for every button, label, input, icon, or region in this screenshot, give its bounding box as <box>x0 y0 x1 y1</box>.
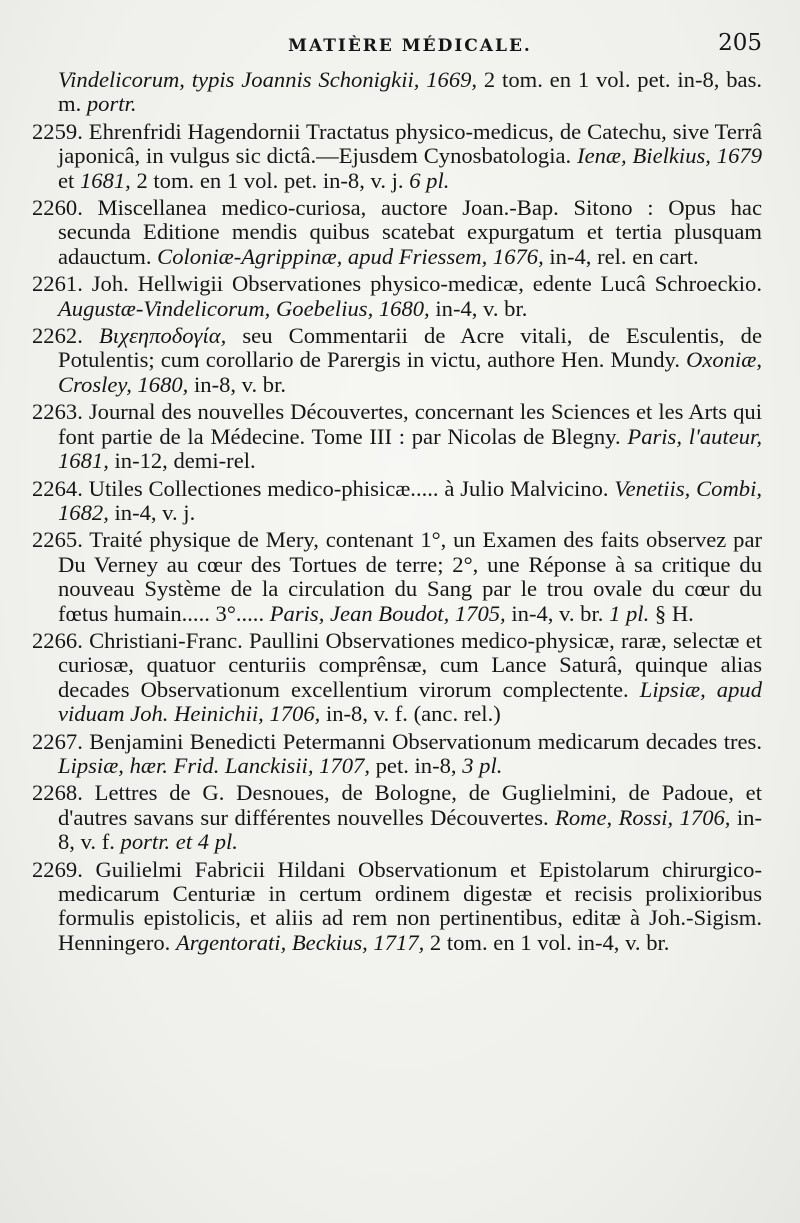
entry-text: seu Commentarii de Acre vitali, de Esculentis, de Potulentis; cum corollario de Parergis in victu, authore Hen. Mundy. <box>58 323 762 373</box>
entry-text: Traité physique de Mery, contenant 1°, un Examen des faits observez par Du Verney au cœur des Tortues de terre; 2°, une Réponse à sa critique du nouveau Système de la circulation du Sang par le trou ovale du cœur du fœtus humain..... 3°..... <box>58 527 762 626</box>
entry-text: § H. <box>649 600 694 626</box>
catalogue-entries <box>32 67 763 955</box>
imprint-text: Ienæ, Bielkius, 1679 <box>577 143 762 169</box>
imprint-text: portr. <box>86 91 137 117</box>
entry-text: in-8, v. f. (anc. rel.) <box>320 701 501 727</box>
entry-text: Guilielmi Fabricii Hildani Observationum et Epistolarum chirurgico-medicarum Centuriæ in certum ordinem digestæ et recisis prolixioribus formulis epistolicis, et aliis ad rem non pertinentibus, editæ à Joh.-Sigism. Henningero. <box>58 856 762 955</box>
entry-text: 2 tom. en 1 vol. pet. in-8, bas. m. <box>58 67 763 117</box>
imprint-text: Lipsiæ, apud viduam Joh. Heinichii, 1706, <box>58 676 762 727</box>
entry-number: 2265. <box>32 527 83 553</box>
imprint-text: portr. et 4 pl. <box>120 829 238 855</box>
entry-number: 2267. <box>32 728 83 754</box>
imprint-text: Rome, Rossi, 1706, <box>555 804 731 830</box>
entry-text: in-4, v. br. <box>429 295 528 321</box>
entry-text: et <box>58 167 80 193</box>
entry-number: 2260. <box>32 195 83 221</box>
catalogue-entry <box>32 627 762 727</box>
entry-text: Miscellanea medico-curiosa, auctore Joan.-Bap. Sitono : Opus hac secunda Editione mendis quibus scatebat expurgatum et tertia plusquam adauctum. <box>58 195 762 269</box>
entry-number: 2262. <box>32 323 83 349</box>
imprint-text: Paris, Jean Boudot, 1705, <box>269 600 506 626</box>
entry-text: Journal des nouvelles Découvertes, concernant les Sciences et les Arts qui font partie de la Médecine. Tome III : par Nicolas de Blegny. <box>58 399 762 449</box>
imprint-text: 6 pl. <box>409 167 450 193</box>
entry-text: Lettres de G. Desnoues, de Bologne, de Guglielmini, de Padoue, et d'autres savans sur différentes nouvelles Découvertes. <box>58 780 762 830</box>
catalogue-entry <box>32 271 762 321</box>
imprint-text: 3 pl. <box>462 752 503 778</box>
entry-text: 2 tom. en 1 vol. in-4, v. br. <box>424 929 670 955</box>
imprint-text: Venetiis, Combi, 1682, <box>58 475 762 525</box>
imprint-text: Βιχεηποδογία, <box>82 323 227 349</box>
imprint-text: Coloniæ-Agrippinæ, apud Friessem, 1676, <box>157 243 544 269</box>
imprint-text: Argentorati, Beckius, 1717, <box>175 929 425 955</box>
catalogue-entry <box>32 780 762 855</box>
entry-number: 2266. <box>32 627 83 653</box>
entry-text: pet. in-8, <box>369 752 463 778</box>
entry-text: in-12, demi-rel. <box>108 448 256 474</box>
imprint-text: Lipsiæ, hær. Frid. Lanckisii, 1707, <box>58 752 370 778</box>
catalogue-entry <box>32 856 762 956</box>
entry-number: 2263. <box>32 399 83 425</box>
catalogue-entry <box>32 399 762 474</box>
entry-continuation <box>58 68 762 117</box>
entry-text: in-8, v. br. <box>188 371 287 397</box>
entry-text: in-4, v. br. <box>505 600 610 626</box>
running-title: MATIÈRE MÉDICALE. <box>288 36 532 56</box>
entry-number: 2261. <box>32 271 83 297</box>
entry-text: in-4, rel. en cart. <box>543 243 699 269</box>
imprint-text: Paris, l'auteur, 1681, <box>58 423 762 474</box>
entry-number: 2264. <box>32 475 83 501</box>
entry-text: 2 tom. en 1 vol. pet. in-8, v. j. <box>130 167 410 193</box>
entry-text: Utiles Collectiones medico-phisicæ..... à Julio Malvicino. <box>82 475 615 501</box>
catalogue-entry <box>32 475 762 526</box>
entry-text: Joh. Hellwigii Observationes physico-medicæ, edente Lucâ Schroeckio. <box>82 271 762 297</box>
entry-text: in-4, v. j. <box>108 499 196 525</box>
entry-text: Benjamini Benedicti Petermanni Observationum medicarum decades tres. <box>82 728 762 754</box>
entry-text: in-8, v. f. <box>58 804 762 855</box>
entry-text: Ehrenfridi Hagendornii Tractatus physico-medicus, de Catechu, sive Terrâ japonicâ, in vulgus sic dictâ.—Ejusdem Cynosbatologia. <box>58 118 762 169</box>
imprint-text: 1 pl. <box>609 600 650 626</box>
entry-number: 2259. <box>32 118 83 144</box>
catalogue-entry <box>32 323 762 397</box>
imprint-text: 1681, <box>79 167 131 193</box>
catalogue-entry <box>32 527 762 626</box>
page-number: 205 <box>718 30 762 56</box>
running-head <box>58 28 762 68</box>
entry-number: 2268. <box>32 780 83 806</box>
imprint-text: Vindelicorum, typis Joannis Schonigkii, 1669, <box>58 67 478 92</box>
entry-text: Christiani-Franc. Paullini Observationes medico-physicæ, raræ, selectæ et curiosæ, quatuor centuriis comprênsæ, cum Lance Saturâ, quinque alias decades Observationum excellentium virorum complectente. <box>58 627 762 702</box>
catalogue-entry <box>32 118 762 193</box>
imprint-text: Augustæ-Vindelicorum, Goebelius, 1680, <box>58 295 430 321</box>
catalogue-entry <box>32 195 762 269</box>
imprint-text: Oxoniæ, Crosley, 1680, <box>58 347 762 397</box>
catalogue-entry <box>32 728 762 779</box>
entry-number: 2269. <box>32 856 83 882</box>
